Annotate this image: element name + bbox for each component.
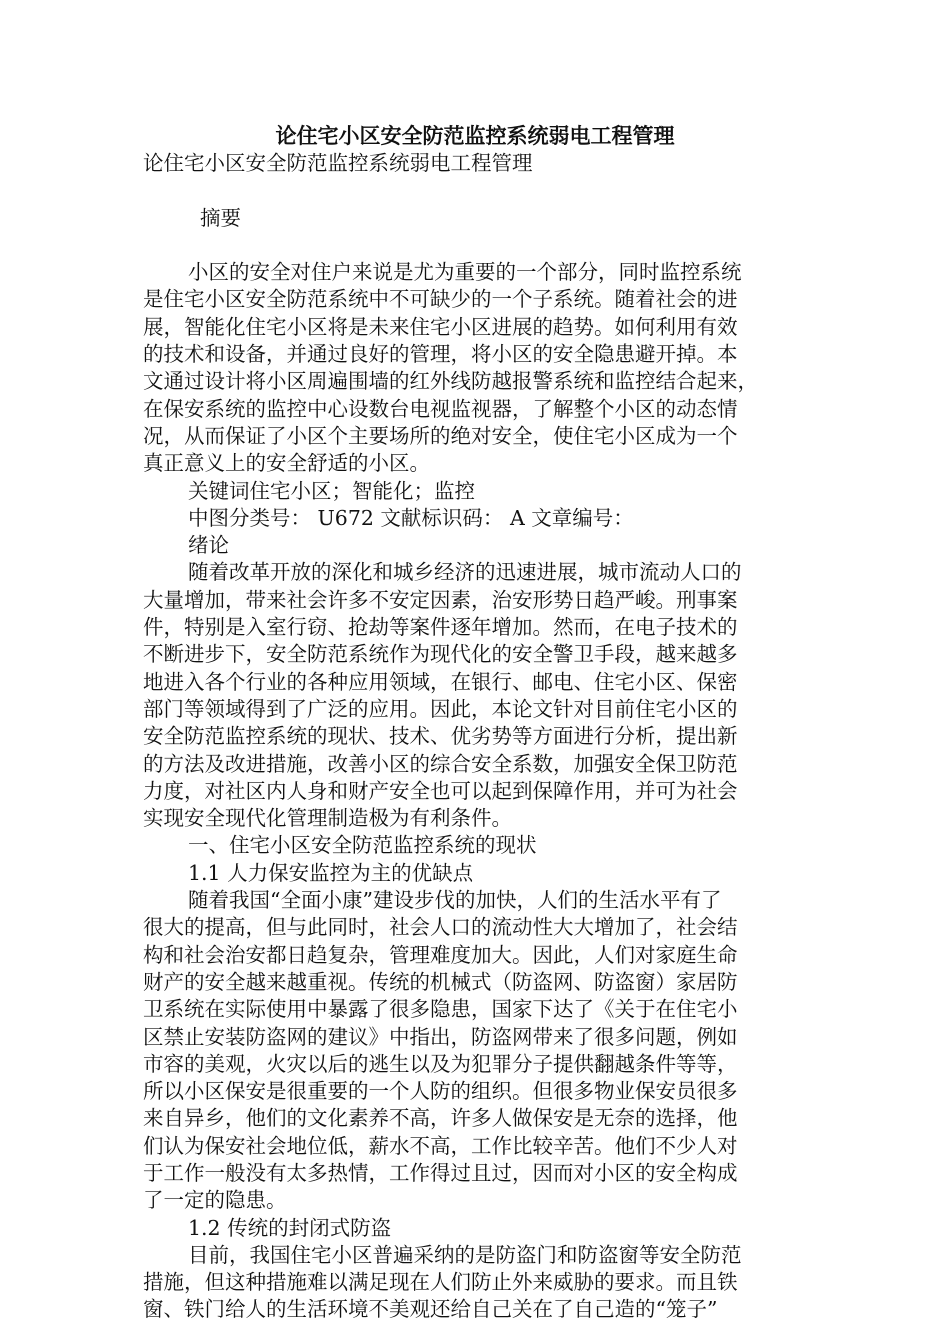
classification-line: 中图分类号： U672 文献标识码： A 文章编号： — [188, 505, 634, 530]
paragraph-line: 是住宅小区安全防范系统中不可缺少的一个子系统。随着社会的进 — [143, 287, 738, 312]
paragraph-line: 部门等领域得到了广泛的应用。因此，本论文针对目前住宅小区的 — [143, 696, 738, 721]
paragraph-line: 了一定的隐患。 — [143, 1188, 287, 1213]
paragraph-line: 构和社会治安都日趋复杂，管理难度加大。因此，人们对家庭生命 — [143, 942, 738, 967]
paragraph-line: 的技术和设备，并通过良好的管理，将小区的安全隐患避开掉。本 — [143, 342, 738, 367]
section-1-2-heading: 1.2 传统的封闭式防盗 — [188, 1215, 392, 1240]
paragraph-line: 于工作一般没有太多热情，工作得过且过，因而对小区的安全构成 — [143, 1160, 738, 1185]
abstract-paragraph — [143, 259, 803, 477]
paragraph-line: 很大的提高，但与此同时，社会人口的流动性大大增加了，社会结 — [143, 915, 738, 940]
paragraph-line: 展，智能化住宅小区将是未来住宅小区进展的趋势。如何利用有效 — [143, 314, 738, 339]
paragraph-line: 大量增加，带来社会许多不安定因素，治安形势日趋严峻。刑事案 — [143, 587, 738, 612]
paragraph-line: 卫系统在实际使用中暴露了很多隐患，国家下达了《关于在住宅小 — [143, 997, 738, 1022]
paragraph-line: 所以小区保安是很重要的一个人防的组织。但很多物业保安员很多 — [143, 1079, 738, 1104]
paragraph-line: 来自异乡，他们的文化素养不高，许多人做保安是无奈的选择，他 — [143, 1106, 738, 1131]
blank-line — [143, 177, 803, 204]
paragraph-line: 市容的美观，火灾以后的逃生以及为犯罪分子提供翻越条件等等， — [143, 1051, 738, 1076]
paragraph-line: 力度，对社区内人身和财产安全也可以起到保障作用，并可为社会 — [143, 778, 738, 803]
paragraph-line: 区禁止安装防盗网的建议》中指出，防盗网带来了很多问题，例如 — [143, 1024, 738, 1049]
paragraph-line: 小区的安全对住户来说是尤为重要的一个部分，同时监控系统 — [188, 260, 742, 285]
intro-paragraph — [143, 559, 803, 832]
paragraph-line: 文通过设计将小区周遍围墙的红外线防越报警系统和监控结合起来， — [143, 369, 758, 394]
section-1-1-heading: 1.1 人力保安监控为主的优缺点 — [188, 860, 474, 885]
paragraph-line: 件，特别是入室行窃、抢劫等案件逐年增加。然而，在电子技术的 — [143, 615, 738, 640]
document-title: 论住宅小区安全防范监控系统弱电工程管理 — [275, 124, 675, 148]
document-body — [143, 150, 803, 1324]
section-1-1-paragraph — [143, 887, 803, 1215]
section-1-2-paragraph — [143, 1242, 803, 1324]
paragraph-line: 实现安全现代化管理制造极为有利条件。 — [143, 806, 512, 831]
paragraph-line: 目前，我国住宅小区普遍采纳的是防盗门和防盗窗等安全防范 — [188, 1242, 742, 1267]
paragraph-line: 真正意义上的安全舒适的小区。 — [143, 451, 430, 476]
paragraph-line: 财产的安全越来越重视。传统的机械式（防盗网、防盗窗）家居防 — [143, 969, 738, 994]
paragraph-line: 地进入各个行业的各种应用领域，在银行、邮电、住宅小区、保密 — [143, 669, 738, 694]
paragraph-line: 窗、铁门给人的生活环境不美观还给自己关在了自己造的“笼子” — [143, 1297, 718, 1322]
paragraph-line: 措施，但这种措施难以满足现在人们防止外来威胁的要求。而且铁 — [143, 1270, 738, 1295]
keywords-line: 关键词住宅小区；智能化；监控 — [188, 478, 475, 503]
paragraph-line: 随着我国“全面小康”建设步伐的加快，人们的生活水平有了 — [188, 888, 722, 913]
section-1-heading: 一、住宅小区安全防范监控系统的现状 — [188, 833, 537, 858]
paragraph-line: 不断进步下，安全防范系统作为现代化的安全警卫手段，越来越多 — [143, 642, 738, 667]
paragraph-line: 安全防范监控系统的现状、技术、优劣势等方面进行分析，提出新 — [143, 724, 738, 749]
paragraph-line: 们认为保安社会地位低，薪水不高，工作比较辛苦。他们不少人对 — [143, 1133, 738, 1158]
paragraph-line: 随着改革开放的深化和城乡经济的迅速进展，城市流动人口的 — [188, 560, 742, 585]
blank-line — [143, 232, 803, 259]
document-subtitle: 论住宅小区安全防范监控系统弱电工程管理 — [143, 151, 533, 175]
intro-heading: 绪论 — [188, 533, 229, 558]
paragraph-line: 况，从而保证了小区个主要场所的绝对安全，使住宅小区成为一个 — [143, 423, 738, 448]
paragraph-line: 的方法及改进措施，改善小区的综合安全系数，加强安全保卫防范 — [143, 751, 738, 776]
abstract-heading: 摘要 — [200, 205, 241, 230]
paragraph-line: 在保安系统的监控中心设数台电视监视器，了解整个小区的动态情 — [143, 396, 738, 421]
